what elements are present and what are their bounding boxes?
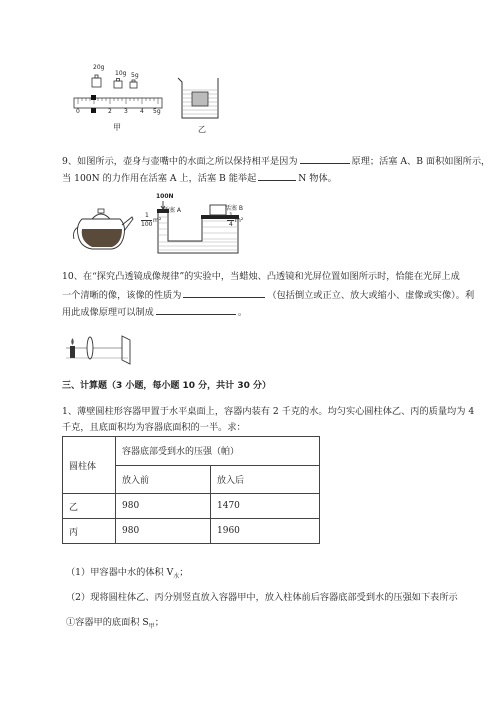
q1-line-1: 1、薄壁圆柱形容器甲置于水平桌面上，容器内装有 2 千克的水。均匀实心圆柱体乙、丙的质量均为 4 (62, 406, 475, 417)
q9-text-1b: 原理；活塞 A、B 面积如图所示， (351, 156, 491, 167)
q10-line-3 (62, 304, 247, 319)
q1-sub-2-1-end: ； (154, 617, 164, 628)
table-col-after: 放入后 (211, 465, 320, 494)
table-header-pressure: 容器底部受到水的压强（帕） (116, 437, 320, 466)
ruler-tick-0: 0 (76, 108, 80, 115)
q10-text-2b: （包括倒立或正立、放大或缩小、虚像或实像）。利 (267, 290, 475, 301)
ruler-tick-5g: 5g (153, 108, 161, 115)
table-row (63, 519, 320, 544)
q9-text-1a: 9、如图所示，壶身与壶嘴中的水面之所以保持相平是因为 (62, 156, 298, 167)
table-col-before: 放入前 (116, 465, 211, 494)
q1-sub-1-end: ； (179, 567, 189, 578)
figure-teapot (72, 205, 134, 253)
q1-sub-2-1-subscript: 甲 (148, 622, 155, 630)
table-cell-after: 1960 (211, 519, 320, 544)
table-cell-name: 乙 (63, 494, 116, 519)
piston-b-area-num: 1 (229, 212, 233, 219)
q10-blank-image-nature[interactable] (183, 287, 265, 298)
piston-a-area-num: 1 (145, 212, 149, 219)
piston-a-label: 活塞 A (163, 207, 182, 214)
hydraulic-force-label: 100N (156, 193, 174, 200)
figure-beaker (174, 74, 224, 124)
q1-sub-2-1 (66, 616, 164, 633)
q10-text-2a: 一个清晰的像，该像的性质为 (62, 290, 182, 301)
ruler-tick-1: 1 (92, 108, 96, 115)
piston-a-fraction-bar (141, 220, 152, 221)
q9-text-2a: 当 100N 的力作用在活塞 A 上，活塞 B 能举起 (62, 173, 257, 184)
ruler-tick-4: 4 (140, 108, 144, 115)
table-header-row (63, 437, 320, 466)
q9-text-2b: N 物体。 (298, 173, 337, 184)
weight-label-20g: 20g (93, 64, 105, 71)
table-header-cylinder: 圆柱体 (63, 437, 116, 494)
q1-sub-1-text: （1）甲容器中水的体积 V (66, 567, 174, 578)
weight-label-5g: 5g (131, 72, 139, 79)
ruler-tick-3: 3 (124, 108, 128, 115)
table-cell-name: 丙 (63, 519, 116, 544)
q9-blank-principle[interactable] (300, 153, 350, 164)
q1-sub-2: （2）现将圆柱体乙、丙分别竖直放入容器甲中，放入柱体前后容器底部受到水的压强如下表所示 (66, 592, 458, 603)
q1-sub-1 (66, 566, 188, 583)
piston-a-area-den: 100 (141, 221, 153, 228)
q1-sub-1-subscript: 水 (173, 572, 180, 580)
q10-text-3a: 用此成像原理可以制成 (62, 307, 154, 318)
figure-lens-setup (62, 330, 142, 370)
q10-line-1: 10、在“探究凸透镜成像规律”的实验中，当蜡烛、凸透镜和光屏位置如图所示时，恰能在光屏上成 (62, 271, 460, 282)
pressure-table (62, 436, 320, 544)
q1-line-2: 千克，且底面积均为容器底面积的一半。求： (62, 422, 246, 433)
q10-line-2 (62, 287, 474, 302)
section-3-title: 三、计算题（3 小题，每小题 10 分，共计 30 分） (62, 381, 271, 391)
table-cell-before: 980 (116, 519, 211, 544)
table-cell-after: 1470 (211, 494, 320, 519)
figure-label-jia: 甲 (113, 123, 121, 132)
q10-blank-device[interactable] (156, 304, 236, 315)
piston-b-label: 活塞 B (225, 205, 244, 212)
table-cell-before: 980 (116, 494, 211, 519)
piston-a-unit: m² (153, 217, 162, 224)
q9-line-1 (62, 153, 490, 168)
ruler-tick-2: 2 (108, 108, 112, 115)
table-row (63, 494, 320, 519)
piston-b-fraction-bar (227, 220, 234, 221)
q10-text-3b: 。 (237, 307, 248, 318)
q9-line-2 (62, 170, 337, 185)
weight-label-10g: 10g (115, 70, 127, 77)
piston-b-unit: m² (235, 217, 244, 224)
piston-b-area-den: 4 (229, 221, 233, 228)
figure-label-yi: 乙 (198, 125, 206, 134)
q1-sub-2-1-text: ①容器甲的底面积 S (66, 617, 149, 628)
q9-blank-force[interactable] (258, 170, 296, 181)
